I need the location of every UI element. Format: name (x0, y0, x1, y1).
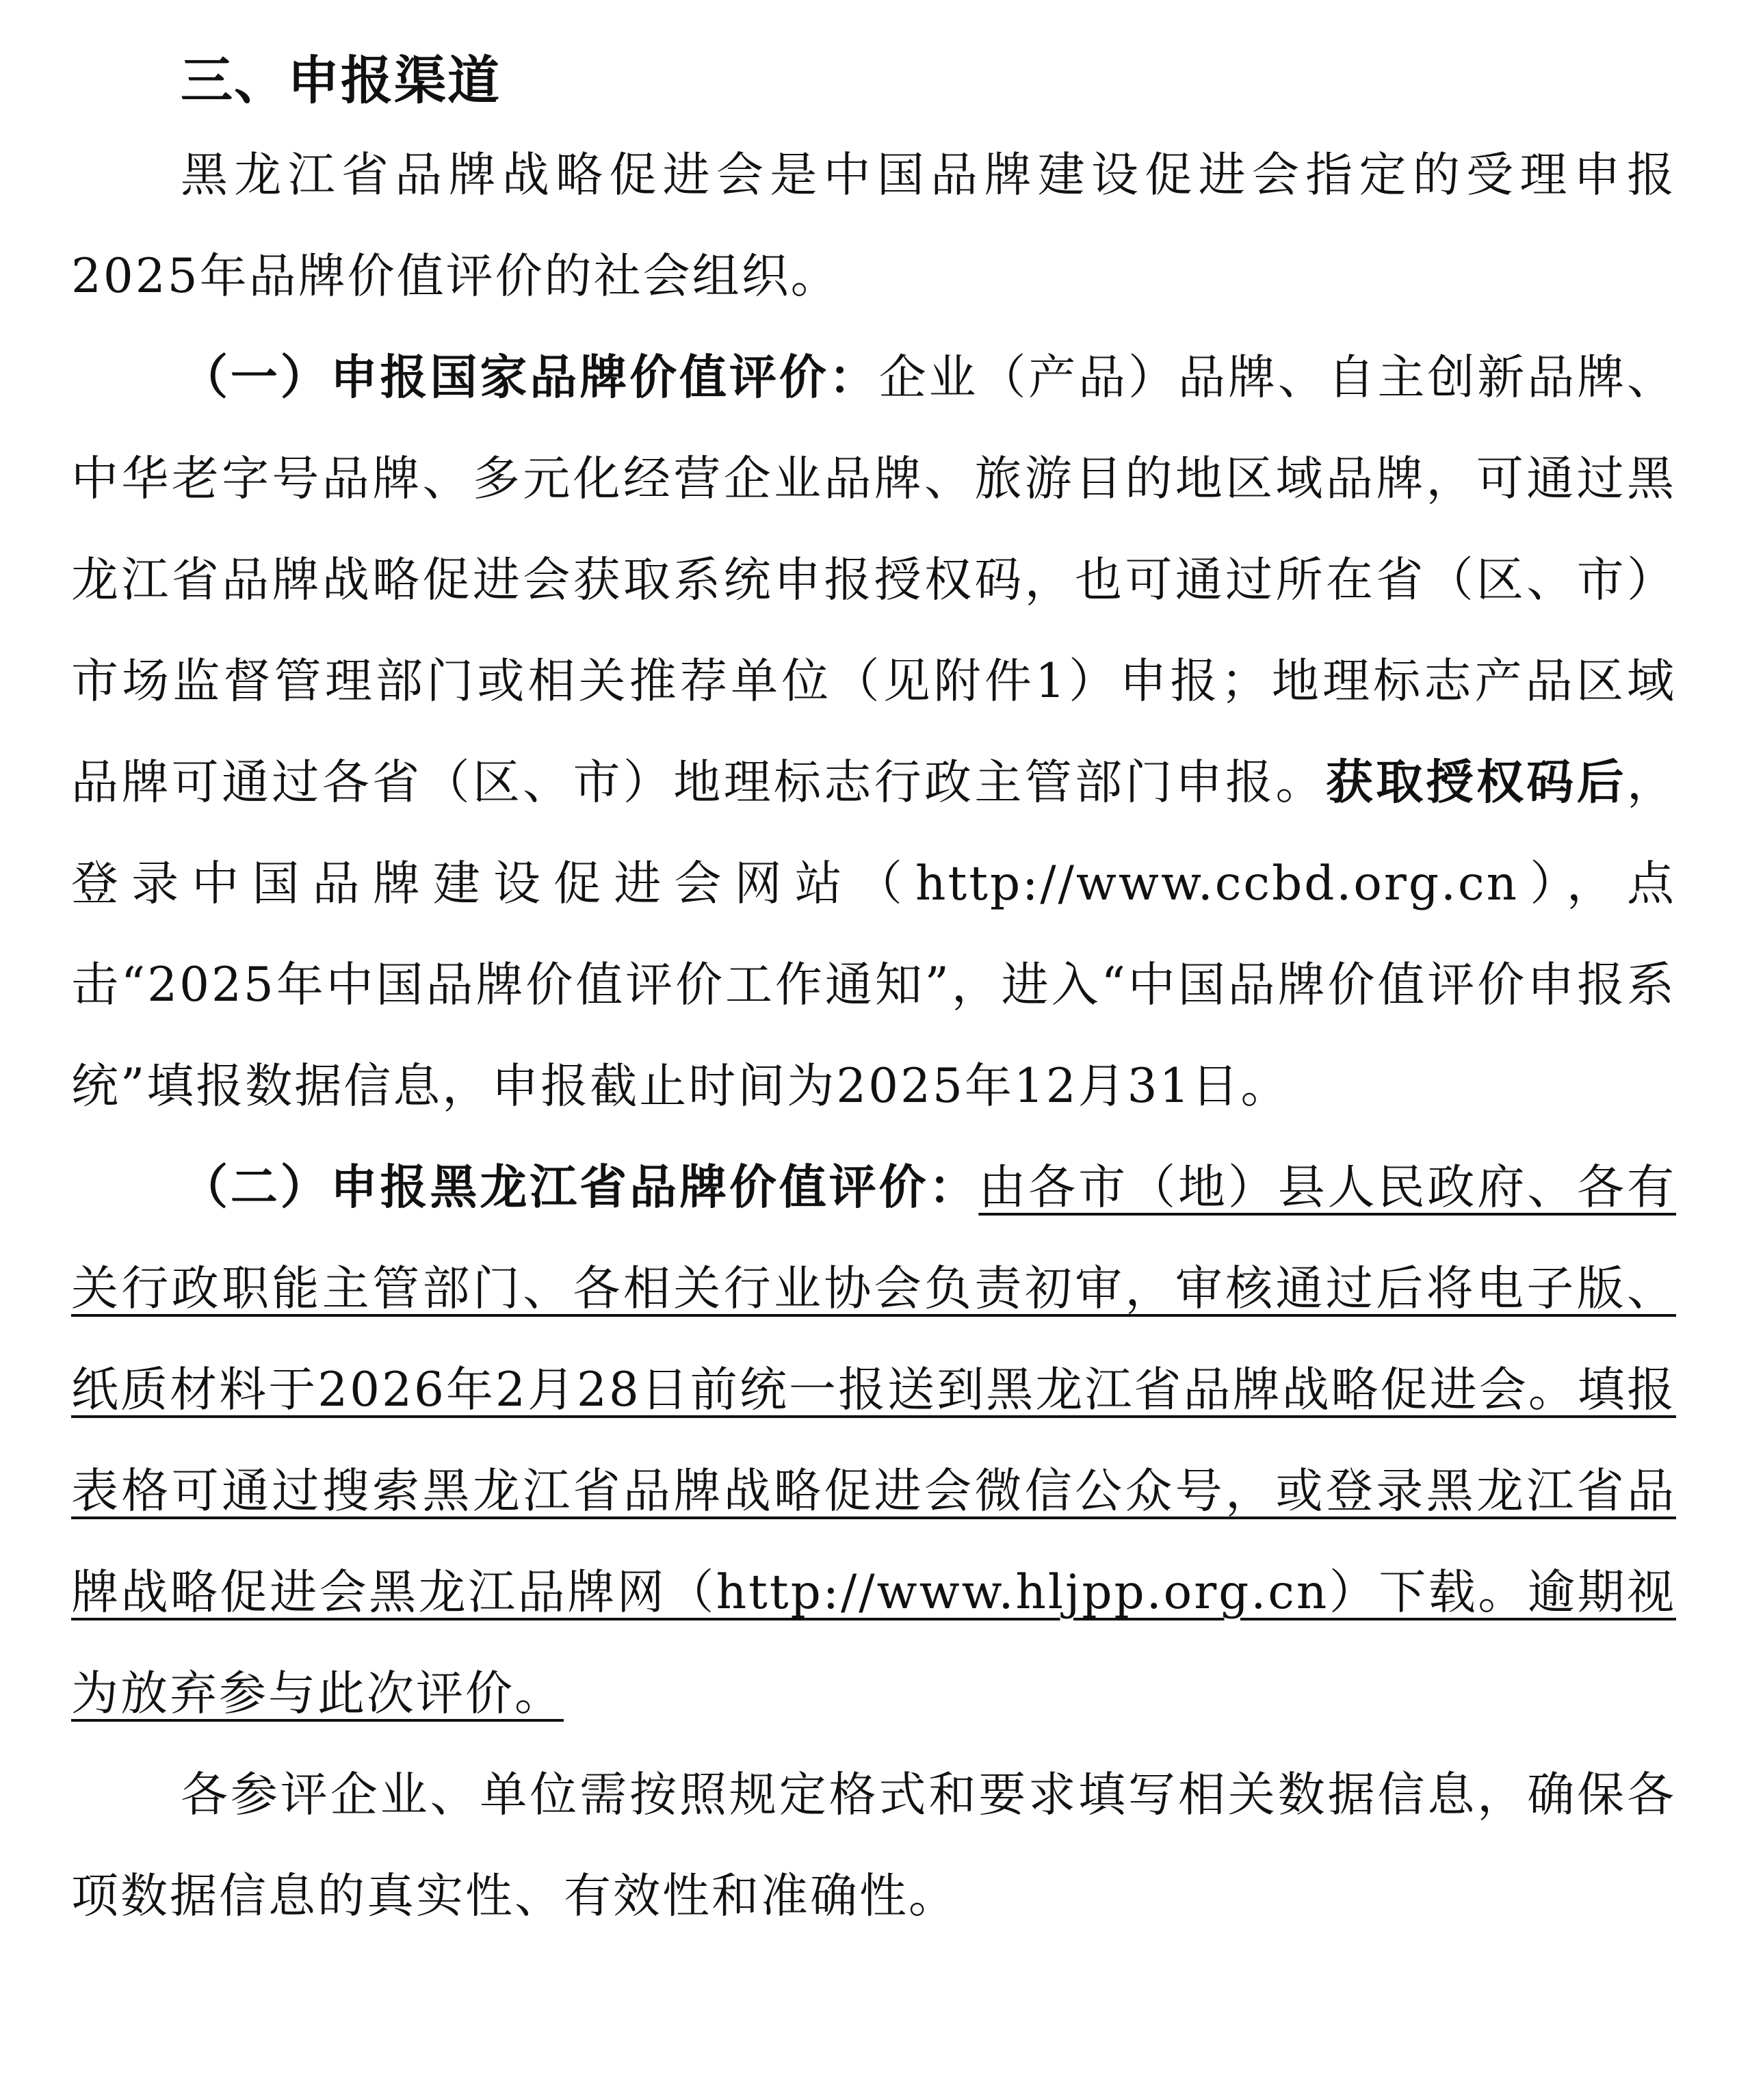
heilongjiang-evaluation-text: 由各市（地）县人民政府、各有关行政职能主管部门、各相关行业协会负责初审，审核通过后将电子版、纸质材料于2026年2月28日前统一报送到黑龙江省品牌战略促进会。填报表格可通过搜索黑龙江省品牌战略促进会微信公众号，或登录黑龙江省品牌战略促进会黑龙江品牌网（http://www.hljpp.org.cn）下载。逾期视为放弃参与此次评价。 (71, 1160, 1677, 1721)
intro-paragraph: 黑龙江省品牌战略促进会是中国品牌建设促进会指定的受理申报2025年品牌价值评价的社会组织。 (71, 148, 1676, 304)
authorization-code-emphasis: 获取授权码后 (1325, 754, 1628, 810)
heilongjiang-evaluation-label: （二）申报黑龙江省品牌价值评价： (181, 1159, 979, 1215)
heilongjiang-evaluation-paragraph (71, 1137, 1676, 1744)
closing-paragraph: 各参评企业、单位需按照规定格式和要求填写相关数据信息，确保各项数据信息的真实性、有效性和准确性。 (71, 1768, 1676, 1924)
national-evaluation-paragraph (71, 327, 1676, 1137)
section-heading: 三、申报渠道 (181, 50, 501, 111)
national-evaluation-text: 企业（产品）品牌、自主创新品牌、中华老字号品牌、多元化经营企业品牌、旅游目的地区域品牌，可通过黑龙江省品牌战略促进会获取系统申报授权码，也可通过所在省（区、市）市场监督管理部门或相关推荐单位（见附件1）申报；地理标志产品区域品牌可通过各省（区、市）地理标志行政主管部门申报。 (71, 350, 1677, 810)
national-evaluation-label: （一）申报国家品牌价值评价： (181, 350, 879, 405)
national-evaluation-text-continued: ，登录中国品牌建设促进会网站（http://www.ccbd.org.cn），点击“2025年中国品牌价值评价工作通知”，进入“中国品牌价值评价申报系统”填报数据信息，申报截止时间为2025年12月31日。 (71, 755, 1677, 1114)
document-page (71, 40, 1676, 1947)
